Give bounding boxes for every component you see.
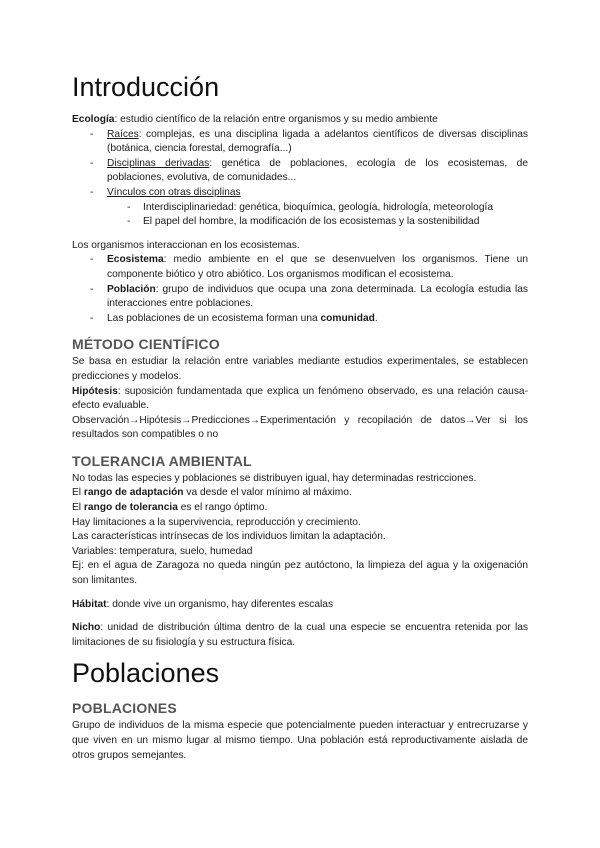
list-item-term: Disciplinas derivadas	[107, 157, 210, 169]
organisms-list	[72, 253, 528, 326]
habitat-text: : donde vive un organismo, hay diferentes escalas	[106, 598, 334, 610]
text-span: es el rango óptimo.	[177, 502, 268, 514]
list-item-term: Vínculos con otras disciplinas	[107, 186, 241, 198]
hipotesis-text: : suposición fundamentada que explica un fenómeno observado, es una relación causa-efecto evaluable.	[72, 385, 528, 412]
tolerancia-line-2	[72, 486, 528, 501]
metodo-heading: MÉTODO CIENTÍFICO	[72, 336, 220, 353]
nicho-text: : unidad de distribución última dentro de la cual una especie se encuentra retenida por las limitaciones de su fisiología y su estructura física.	[72, 622, 528, 648]
habitat-definition	[72, 598, 528, 613]
poblaciones-paragraph: Grupo de individuos de la misma especie que potencialmente pueden interactuar y entrecruzarse y que viven en un mismo lugar al mismo tiempo. Una población está reproductivamente aislada de otros grupos semejantes.	[72, 720, 528, 761]
list-item-text: : complejas, es una disciplina ligada a adelantos científicos de diversas disciplinas (botánica, ciencia forestal, demografía...)	[107, 128, 528, 155]
organisms-line: Los organismos interaccionan en los ecosistemas.	[72, 239, 300, 251]
hipotesis-term: Hipótesis	[72, 385, 118, 397]
tolerancia-line-1: No todas las especies y poblaciones se distribuyen igual, hay determinadas restricciones.	[72, 472, 477, 484]
habitat-term: Hábitat	[72, 598, 107, 610]
community-term: comunidad	[320, 312, 375, 324]
list-item-text: : genética de poblaciones, ecología de los ecosistemas, de poblaciones, evolutiva, de comunidades...	[107, 157, 528, 184]
nicho-definition	[72, 621, 528, 650]
tolerancia-line-7: Ej: en el agua de Zaragoza no queda ningún pez autóctono, la limpieza del agua y la oxigenación son limitantes.	[72, 560, 528, 587]
tolerancia-line-3	[72, 501, 528, 516]
list-item-term: Raíces	[107, 128, 139, 140]
tolerancia-line-5: Las características intrínsecas de los individuos limitan la adaptación.	[72, 531, 386, 543]
list-item	[72, 312, 528, 327]
list-item-term: Población	[107, 283, 156, 295]
rango-adaptacion-term: rango de adaptación	[83, 487, 184, 499]
method-flow: Observación→Hipótesis→Predicciones→Experimentación y recopilación de datos→Ver si los resultados son compatibles o no	[72, 414, 528, 441]
sub-list-item: - Interdisciplinariedad: genética, bioquímica, geología, hidrología, meteorología	[107, 201, 528, 216]
sub-list-item: - El papel del hombre, la modificación de los ecosistemas y la sostenibilidad	[107, 215, 528, 230]
community-pre: Las poblaciones de un ecosistema forman una	[107, 312, 321, 324]
text-span: va desde el valor mínimo al máximo.	[183, 487, 352, 499]
sub-list	[107, 201, 528, 230]
tolerancia-heading: TOLERANCIA AMBIENTAL	[72, 452, 252, 469]
list-item-text: : medio ambiente en el que se desenvuelven los organismos. Tiene un componente biótico y otro abiótico. Los organismos modifican el ecosistema.	[107, 254, 528, 280]
list-item	[72, 128, 528, 157]
intro-heading: Introducción	[72, 72, 220, 102]
list-item	[72, 283, 528, 312]
poblaciones-heading: Poblaciones	[72, 658, 220, 689]
poblaciones-subheading: POBLACIONES	[72, 700, 177, 717]
ecologia-definition	[72, 113, 528, 128]
rango-tolerancia-term: rango de tolerancia	[83, 502, 178, 514]
community-post: .	[374, 312, 378, 324]
tolerancia-line-4: Hay limitaciones a la supervivencia, reproducción y crecimiento.	[72, 516, 361, 528]
list-item	[72, 157, 528, 186]
nicho-term: Nicho	[72, 622, 101, 634]
text-span: El	[72, 487, 84, 499]
list-item-text: : grupo de individuos que ocupa una zona determinada. La ecología estudia las interacciones entre poblaciones.	[107, 283, 528, 310]
text-span: El	[72, 502, 84, 514]
tolerancia-line-6: Variables: temperatura, suelo, humedad	[72, 545, 253, 557]
list-item-term: Ecosistema	[107, 254, 164, 266]
ecologia-term: Ecología	[72, 114, 115, 125]
list-item	[72, 253, 528, 282]
intro-list	[72, 128, 528, 230]
metodo-paragraph: Se basa en estudiar la relación entre variables mediante estudios experimentales, se establecen predicciones y modelos.	[72, 356, 528, 382]
list-item	[72, 186, 528, 230]
hipotesis-definition	[72, 385, 528, 414]
ecologia-text: : estudio científico de la relación entre organismos y su medio ambiente	[114, 114, 438, 125]
